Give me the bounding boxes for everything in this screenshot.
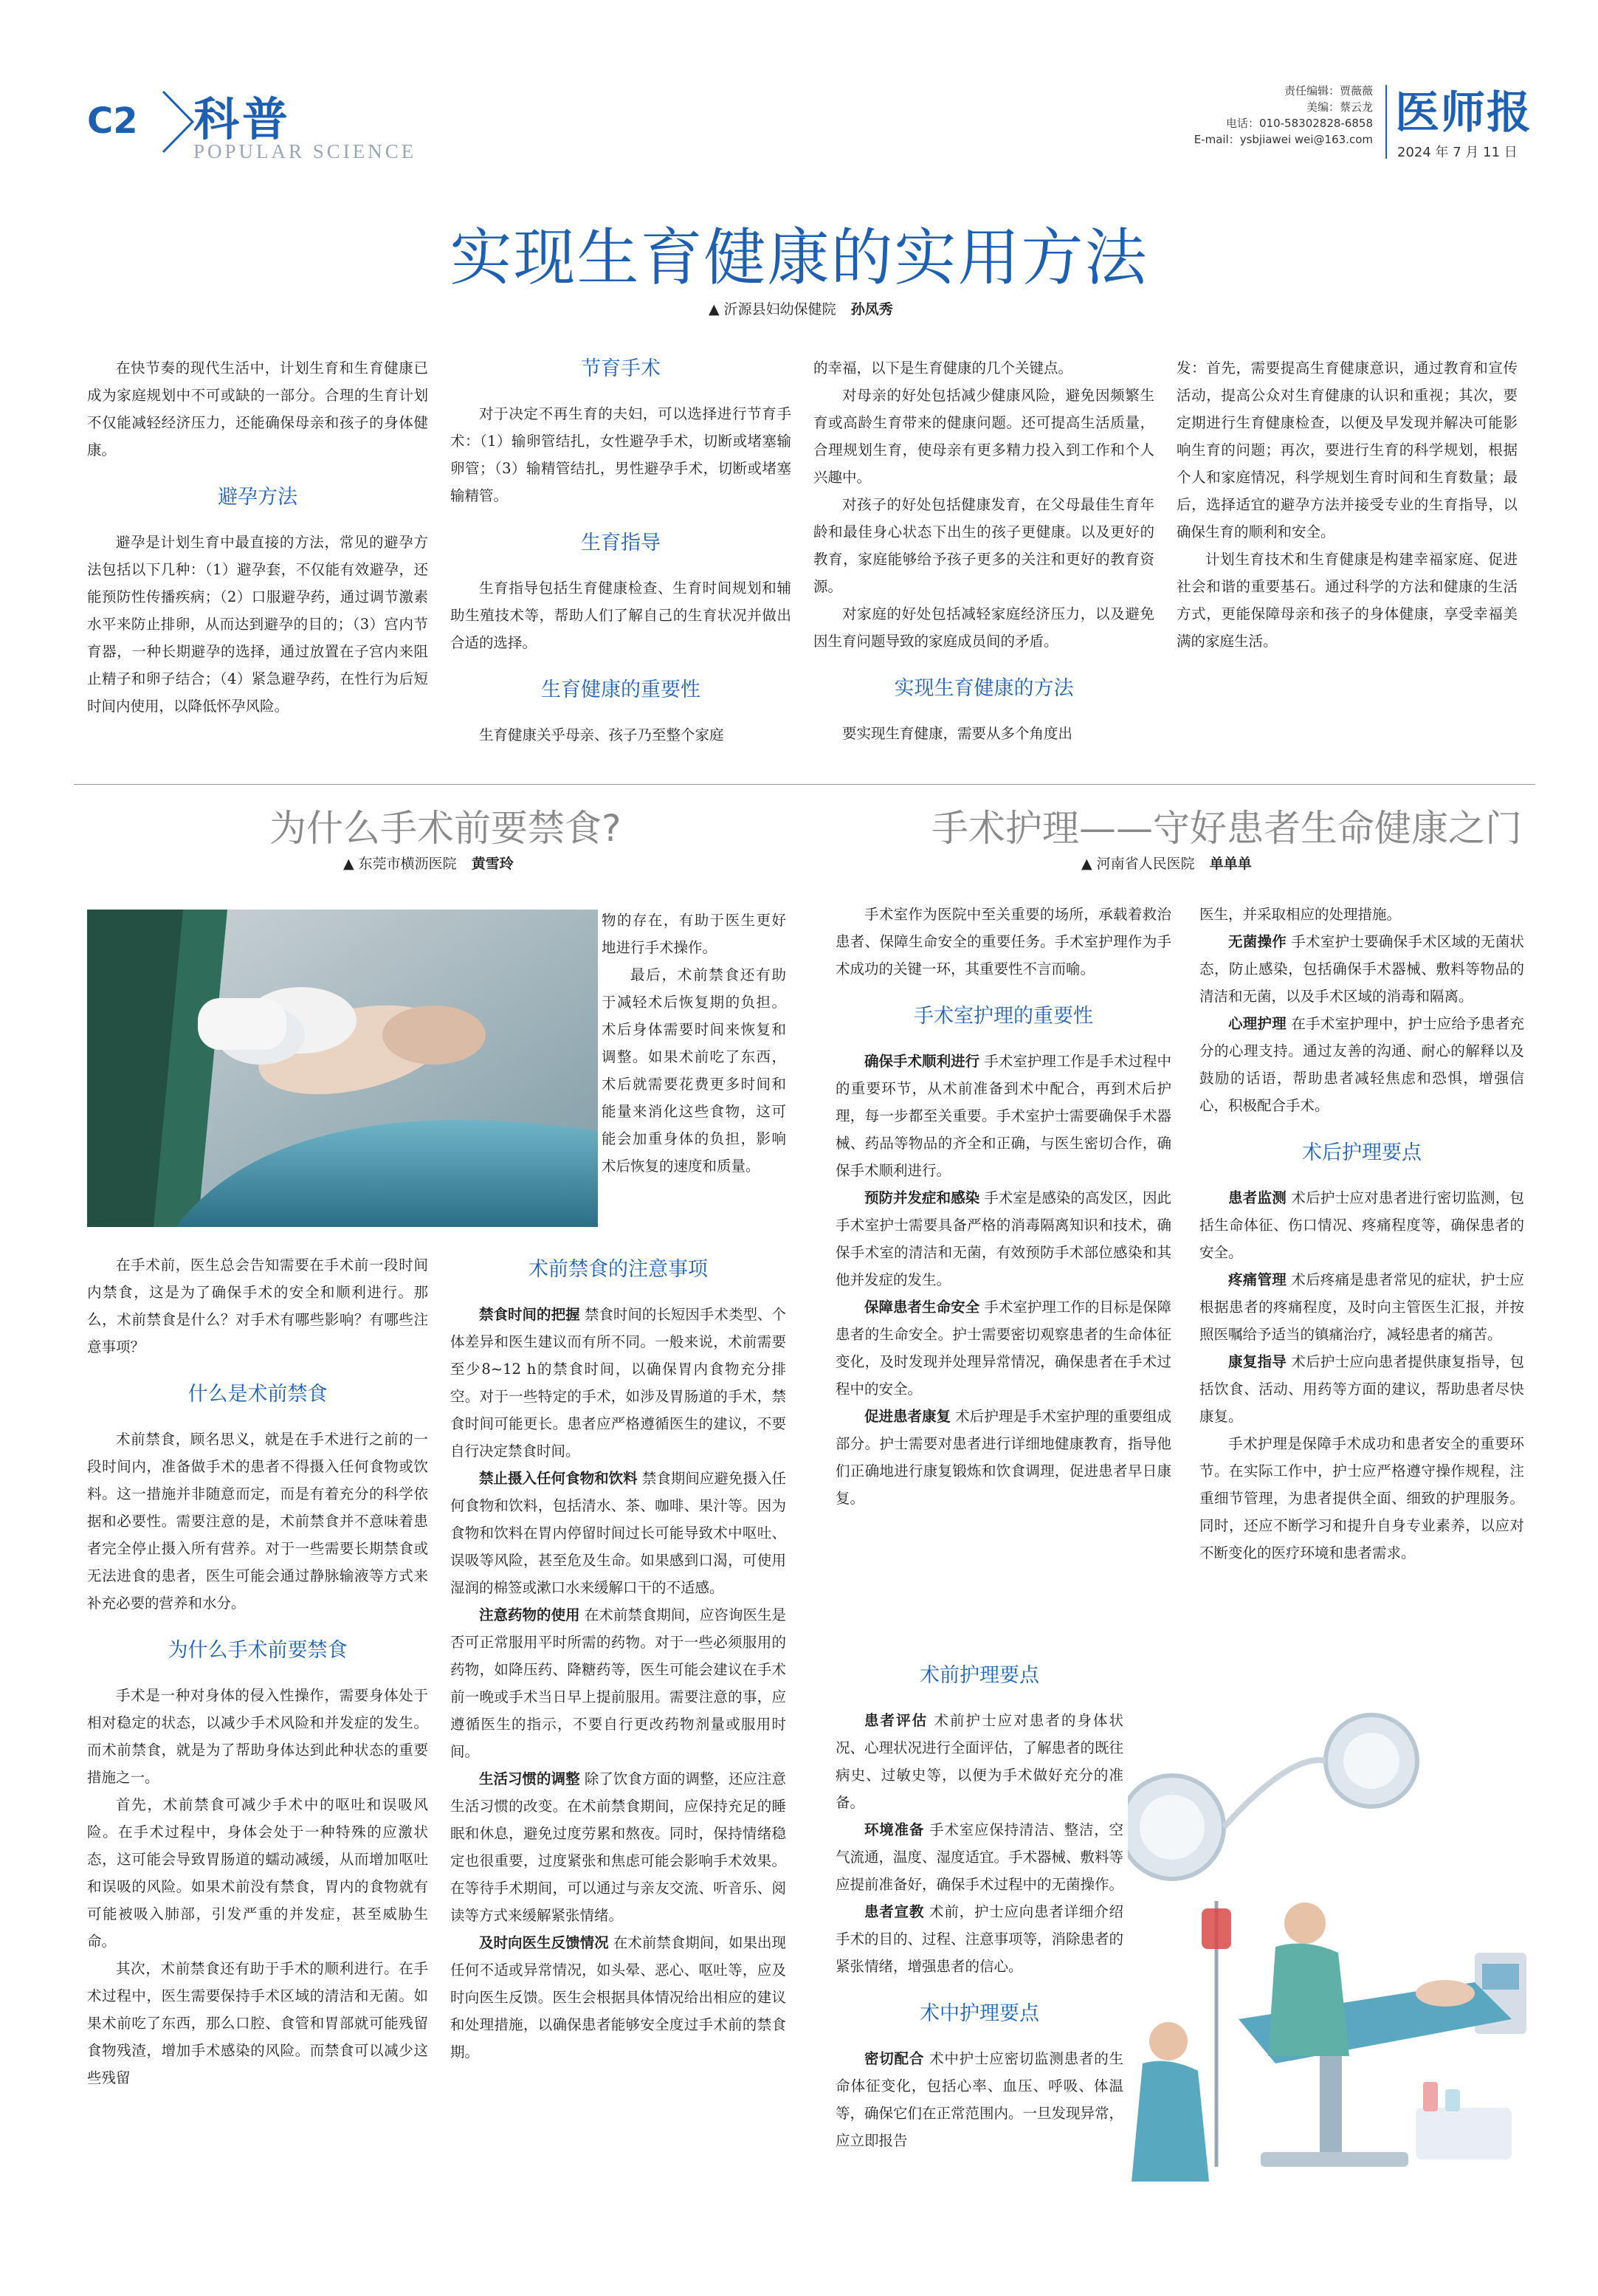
paragraph: 手术是一种对身体的侵入性操作，需要身体处于相对稳定的状态，以减少手术风险和并发症的发生。而术前禁食，就是为了帮助身体达到此种状态的重要措施之一。: [87, 1687, 428, 1786]
article3-column-1: [836, 901, 1171, 1512]
section-divider: [74, 784, 1535, 785]
subheading: 实现生育健康的方法: [894, 677, 1074, 700]
paragraph-text: 手术室护士要确保手术区域的无菌状态，防止感染，包括确保手术器械、敷料等物品的清洁和无菌，以及手术区域的消毒和隔离。: [1199, 933, 1524, 1005]
paragraph: 医生，并采取相应的处理措施。: [1199, 906, 1402, 923]
byline-org: ▲ 东莞市横沥医院: [343, 856, 457, 872]
paragraph: 发：首先，需要提高生育健康意识，通过教育和宣传活动，提高公众对生育健康的认识和重视；其次，要定期进行生育健康检查，以便及早发现并解决可能影响生育的问题；再次，要进行生育的科学规划，根据个人和家庭情况，科学规划生育时间和生育数量；最后，选择适宜的避孕方法并接受专业的生育指导，以确保生育的顺利和安全。: [1177, 360, 1518, 540]
paragraph: 物的存在，有助于医生更好地进行手术操作。: [602, 912, 786, 956]
section-subtitle: POPULAR SCIENCE: [193, 140, 417, 162]
paragraph-text: 术后护士应向患者提供康复指导，包括饮食、活动、用药等方面的建议，帮助患者尽快康复。: [1199, 1353, 1524, 1425]
paragraph-text: 术中护士应密切监测患者的生命体征变化，包括心率、血压、呼吸、体温等，确保它们在正常范围内。一旦发现异常，应立即报告: [836, 2050, 1124, 2149]
subheading: 生育指导: [581, 532, 661, 554]
lead-term: 确保手术顺利进行: [864, 1053, 980, 1070]
paragraph-text: 禁食期间应避免摄入任何食物和饮料，包括清水、茶、咖啡、果汁等。因为食物和饮料在胃内停留时间过长可能导致术中呕吐、误吸等风险，甚至危及生命。如果感到口渴，可使用湿润的棉签或漱口水来缓解口干的不适感。: [450, 1470, 786, 1596]
lead-term: 疼痛管理: [1228, 1271, 1287, 1288]
subheading: 术后护理要点: [1302, 1141, 1422, 1164]
byline-org: ▲ 河南省人民医院: [1081, 856, 1195, 872]
phone-line: 电话：010-58302828-6858: [1226, 117, 1373, 130]
lead-term: 密切配合: [864, 2050, 925, 2067]
article2-column-2: [450, 1255, 786, 2066]
article1-title: 实现生育健康的实用方法: [450, 221, 1148, 294]
paragraph: 生育指导包括生育健康检查、生育时间规划和辅助生殖技术等，帮助人们了解自己的生育状况并做出合适的选择。: [450, 580, 791, 651]
paragraph-text: 在手术室护理中，护士应给予患者充分的心理支持。通过友善的沟通、耐心的解释以及鼓励的话语，帮助患者减轻焦虑和恐惧，增强信心，积极配合手术。: [1199, 1015, 1524, 1114]
article2-byline: [343, 853, 514, 873]
lead-term: 生活习惯的调整: [479, 1770, 580, 1787]
paragraph-text: 术后护士应对患者进行密切监测，包括生命体征、伤口情况、疼痛程度等，确保患者的安全。: [1199, 1189, 1524, 1261]
subheading: 手术室护理的重要性: [914, 1005, 1093, 1028]
issue-date: 2024 年 7 月 11 日: [1397, 145, 1518, 160]
newspaper-logo: 医师报: [1395, 87, 1532, 139]
page-number: C2: [87, 100, 138, 142]
paragraph-text: 术后护理是手术室护理的重要组成部分。护士需要对患者进行详细地健康教育，指导他们正确地进行康复锻炼和饮食调理，促进患者早日康复。: [836, 1408, 1171, 1507]
lead-term: 禁止摄入任何食物和饮料: [479, 1470, 638, 1487]
lead-term: 保障患者生命安全: [864, 1299, 980, 1316]
paragraph: 最后，术前禁食还有助于减轻术后恢复期的负担。术后身体需要时间来恢复和调整。如果术前吃了东西，术后就需要花费更多时间和能量来消化这些食物，这可能会加重身体的负担，影响术后恢复的速度和质量。: [602, 966, 786, 1175]
byline-author: 黄雪玲: [471, 856, 514, 872]
paragraph: 对母亲的好处包括减少健康风险，避免因频繁生育或高龄生育带来的健康问题。还可提高生活质量，合理规划生育，使母亲有更多精力投入到工作和个人兴趣中。: [813, 387, 1154, 486]
paragraph-text: 在术前禁食期间，应咨询医生是否可正常服用平时所需的药物。对于一些必须服用的药物，如降压药、降糖药等，医生可能会建议在手术前一晚或手术当日早上提前服用。需要注意的事，应遵循医生的指示，不要自行更改药物剂量或服用时间。: [450, 1606, 786, 1760]
lead-term: 患者监测: [1228, 1189, 1287, 1206]
paragraph: 在手术前，医生总会告知需要在手术前一段时间内禁食，这是为了确保手术的安全和顺利进行。那么，术前禁食是什么？对手术有哪些影响？有哪些注意事项？: [87, 1257, 428, 1355]
paragraph: 生育健康关乎母亲、孩子乃至整个家庭: [479, 726, 724, 743]
paragraph: 计划生育技术和生育健康是构建幸福家庭、促进社会和谐的重要基石。通过科学的方法和健康的生活方式，更能保障母亲和孩子的身体健康，享受幸福美满的家庭生活。: [1177, 551, 1518, 650]
paragraph-text: 手术室护理工作是手术过程中的重要环节，从术前准备到术中配合，再到术后护理，每一步都至关重要。手术室护士需要确保手术器械、药品等物品的齐全和正确，与医生密切合作，确保手术顺利进行。: [836, 1053, 1171, 1179]
lead-term: 促进患者康复: [864, 1408, 951, 1425]
paragraph-text: 手术室应保持清洁、整洁，空气流通，温度、湿度适宜。手术器械、敷料等应提前准备好，确保手术过程中的无菌操作。: [836, 1821, 1124, 1893]
article2-side-column: [602, 907, 786, 1180]
paragraph: 的幸福，以下是生育健康的几个关键点。: [813, 360, 1073, 377]
paragraph-text: 手术室是感染的高发区，因此手术室护士需要具备严格的消毒隔离知识和技术，确保手术室的清洁和无菌，有效预防手术部位感染和其他并发症的发生。: [836, 1189, 1171, 1288]
paragraph: 术前禁食，顾名思义，就是在手术进行之前的一段时间内，准备做手术的患者不得摄入任何食物或饮料。这一措施并非随意而定，而是有着充分的科学依据和必要性。需要注意的是，术前禁食并不意味着患者完全停止摄入所有营养。对于一些需要长期禁食或无法进食的患者，医生可能会通过静脉输液等方式来补充必要的营养和水分。: [87, 1431, 428, 1612]
lead-term: 心理护理: [1228, 1015, 1287, 1032]
lead-term: 环境准备: [864, 1821, 925, 1838]
paragraph: 对于决定不再生育的夫妇，可以选择进行节育手术：（1）输卵管结扎，女性避孕手术，切断或堵塞输卵管；（3）输精管结扎，男性避孕手术，切断或堵塞输精管。: [450, 405, 791, 504]
paragraph-text: 术后疼痛是患者常见的症状，护士应根据患者的疼痛程度，及时向主管医生汇报，并按照医嘱给予适当的镇痛治疗，减轻患者的痛苦。: [1199, 1271, 1524, 1343]
article1-column-4: [1177, 354, 1518, 655]
paragraph: 首先，术前禁食可减少手术中的呕吐和误吸风险。在手术过程中，身体会处于一种特殊的应激状态，这可能会导致胃肠道的蠕动减缓，从而增加呕吐和误吸的风险。如果术前没有禁食，胃内的食物就有可能被吸入肺部，引发严重的并发症，甚至威胁生命。: [87, 1796, 428, 1950]
subheading: 术前禁食的注意事项: [528, 1258, 708, 1281]
designer-line: 美编：蔡云龙: [1306, 100, 1373, 114]
lead-term: 及时向医生反馈情况: [479, 1934, 609, 1951]
article3-title: 手术护理——守好患者生命健康之门: [931, 807, 1522, 850]
article1-column-3: [813, 354, 1154, 747]
paragraph: 对家庭的好处包括减轻家庭经济压力，以及避免因生育问题导致的家庭成员间的矛盾。: [813, 605, 1154, 650]
editor-line: 责任编辑：贾薇薇: [1284, 84, 1373, 97]
masthead-info: [1151, 83, 1373, 148]
paragraph-text: 手术室护理工作的目标是保障患者的生命安全。护士需要密切观察患者的生命体征变化，及时发现并处理异常情况，确保患者在手术过程中的安全。: [836, 1299, 1171, 1398]
lead-term: 禁食时间的把握: [479, 1306, 580, 1323]
subheading: 避孕方法: [218, 486, 297, 509]
subheading: 为什么手术前要禁食: [168, 1639, 348, 1662]
paragraph: 要实现生育健康，需要从多个角度出: [842, 725, 1073, 742]
article1-column-1: [87, 354, 428, 720]
lead-term: 康复指导: [1228, 1353, 1287, 1370]
paragraph-text: 除了饮食方面的调整，还应注意生活习惯的改变。在术前禁食期间，应保持充足的睡眠和休息，避免过度劳累和熬夜。同时，保持情绪稳定也很重要，过度紧张和焦虑可能会影响手术效果。在等待手术期间，可以通过与亲友交流、听音乐、阅读等方式来缓解紧张情绪。: [450, 1770, 786, 1924]
paragraph: 手术室作为医院中至关重要的场所，承载着救治患者、保障生命安全的重要任务。手术室护理作为手术成功的关键一环，其重要性不言而喻。: [836, 906, 1171, 977]
operating-room-illustration: [1128, 1709, 1535, 2189]
subheading: 术中护理要点: [920, 2002, 1039, 2025]
paragraph: 在快节奏的现代生活中，计划生育和生育健康已成为家庭规划中不可或缺的一部分。合理的生育计划不仅能减轻经济压力，还能确保母亲和孩子的身体健康。: [87, 360, 428, 458]
paragraph-text: 术前，护士应向患者详细介绍手术的目的、过程、注意事项等，消除患者的紧张情绪，增强患者的信心。: [836, 1903, 1124, 1975]
article3-column-3: [1199, 901, 1524, 1567]
byline-author: 孙凤秀: [850, 301, 893, 317]
paragraph: 手术护理是保障手术成功和患者安全的重要环节。在实际工作中，护士应严格遵守操作规程，注重细节管理，为患者提供全面、细致的护理服务。同时，还应不断学习和提升自身专业素养，以应对不断变化的医疗环境和患者需求。: [1199, 1435, 1524, 1561]
lead-term: 无菌操作: [1228, 933, 1287, 950]
byline-org: ▲ 沂源县妇幼保健院: [709, 301, 836, 317]
article1-column-2: [450, 354, 791, 749]
byline-author: 单单单: [1209, 856, 1252, 872]
subheading: 术前护理要点: [920, 1664, 1039, 1687]
subheading: 生育健康的重要性: [541, 678, 700, 701]
subheading: 节育手术: [581, 357, 661, 380]
article1-byline: [709, 298, 893, 318]
surgery-hands-photo: [87, 910, 598, 1227]
paragraph-text: 禁食时间的长短因手术类型、个体差异和医生建议而有所不同。一般来说，术前需要至少8~12 h的禁食时间，以确保胃内食物充分排空。对于一些特定的手术，如涉及胃肠道的手术，禁食时间可能更长。患者应严格遵循医生的建议，不要自行决定禁食时间。: [450, 1306, 786, 1460]
article3-byline: [1081, 853, 1252, 873]
email-line: E-mail：ysbjiawei wei@163.com: [1194, 133, 1373, 146]
section-title: 科普: [193, 92, 292, 146]
lead-term: 预防并发症和感染: [864, 1189, 980, 1206]
paragraph: 其次，术前禁食还有助于手术的顺利进行。在手术过程中，医生需要保持手术区域的清洁和无菌。如果术前吃了东西，那么口腔、食管和胃部就可能残留食物残渣，增加手术感染的风险。而禁食可以减少这些残留: [87, 1960, 428, 2086]
lead-term: 注意药物的使用: [479, 1606, 580, 1623]
paragraph: 避孕是计划生育中最直接的方法，常见的避孕方法包括以下几种：（1）避孕套，不仅能有效避孕，还能预防性传播疾病；（2）口服避孕药，通过调节激素水平来防止排卵，从而达到避孕的目的；（3）宫内节育器，一种长期避孕的选择，通过放置在子宫内来阻止精子和卵子结合；（4）紧急避孕药，在性行为后短时间内使用，以降低怀孕风险。: [87, 534, 428, 715]
paragraph-text: 术前护士应对患者的身体状况、心理状况进行全面评估，了解患者的既往病史、过敏史等，以便为手术做好充分的准备。: [836, 1712, 1124, 1811]
subheading: 什么是术前禁食: [187, 1383, 328, 1406]
paragraph-text: 在术前禁食期间，如果出现任何不适或异常情况，如头晕、恶心、呕吐等，应及时向医生反馈。医生会根据具体情况给出相应的建议和处理措施，以确保患者能够安全度过手术前的禁食期。: [450, 1934, 786, 2060]
masthead-divider: [1385, 85, 1387, 159]
lead-term: 患者宣教: [864, 1903, 925, 1920]
article2-title: 为什么手术前要禁食?: [269, 807, 621, 850]
article2-column-1: [87, 1251, 428, 2092]
article3-column-2: [836, 1661, 1123, 2154]
paragraph: 对孩子的好处包括健康发育，在父母最佳生育年龄和最佳身心状态下出生的孩子更健康。以及更好的教育，家庭能够给予孩子更多的关注和更好的教育资源。: [813, 496, 1154, 595]
lead-term: 患者评估: [864, 1712, 929, 1729]
